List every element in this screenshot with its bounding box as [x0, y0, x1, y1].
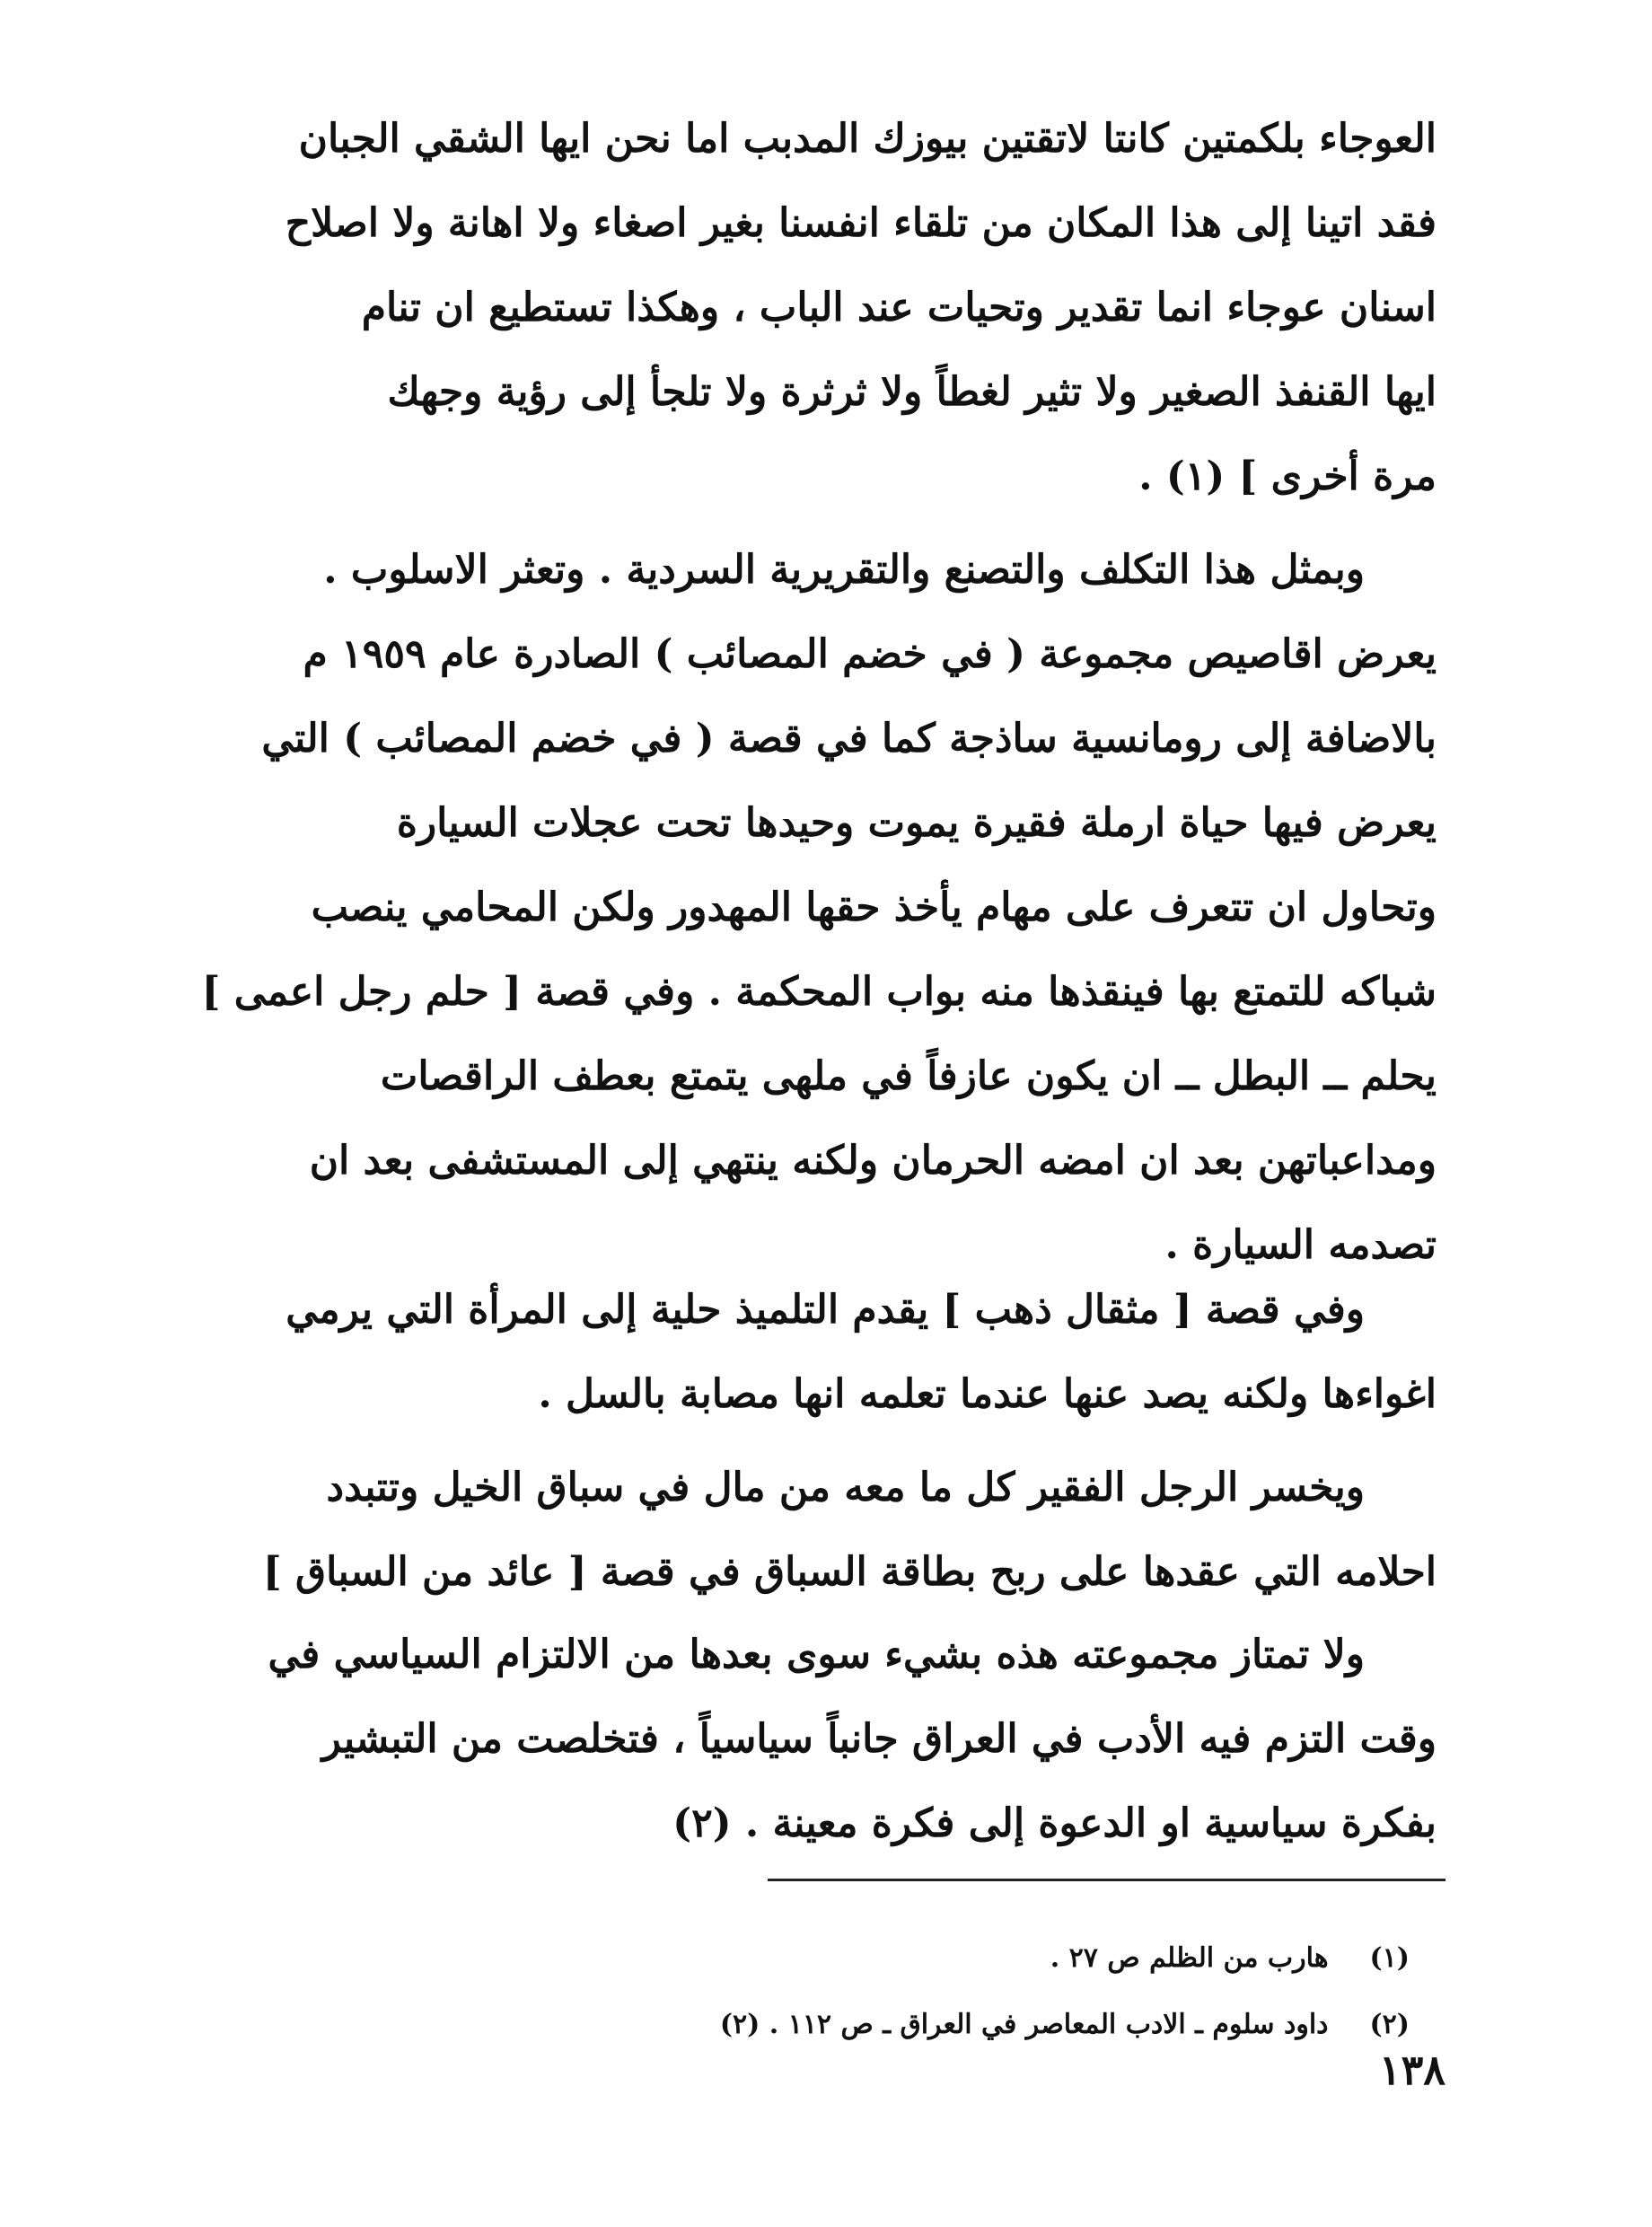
text-line: ولا تمتاز مجموعته هذه بشيء سوى بعدها من الالتزام السياسي في: [268, 1632, 1365, 1677]
text-line: احلامه التي عقدها على ربح بطاقة السباق في قصة [ عائد من السباق ]: [262, 1549, 1437, 1595]
text-line: يعرض اقاصيص مجموعة ( في خضم المصائب ) الصادرة عام ١٩٥٩ م: [303, 631, 1437, 677]
paragraph-political-commitment: [224, 1613, 1437, 1866]
text-line: وبمثل هذا التكلف والتصنع والتقريرية السردية . وتعثر الاسلوب .: [323, 547, 1365, 593]
text-line: ويخسر الرجل الفقير كل ما معه من مال في سباق الخيل وتتبدد: [326, 1465, 1365, 1510]
paragraph-collection-review: [201, 528, 1437, 1288]
footnote-2: [539, 1992, 1410, 2058]
text-line: بفكرة سياسية او الدعوة إلى فكرة معينة . (٢): [672, 1800, 1437, 1846]
text-line: تصدمه السيارة .: [1164, 1222, 1437, 1268]
footnotes: [539, 1925, 1410, 2058]
text-line: وقت التزم فيه الأدب في العراق جانباً سياسياً ، فتخلصت من التبشير: [321, 1716, 1437, 1762]
text-line: فقد اتينا إلى هذا المكان من تلقاء انفسنا بغير اصغاء ولا اهانة ولا اصلاح: [285, 200, 1437, 246]
text-line: وفي قصة [ مثقال ذهب ] يقدم التلميذ حلية إلى المرأة التي يرمي: [286, 1287, 1365, 1333]
text-line: ايها القنفذ الصغير ولا تثير لغطاً ولا ثرثرة ولا تلجأ إلى رؤية وجهك: [387, 369, 1437, 415]
text-line: اغواءها ولكنه يصد عنها عندما تعلمه انها مصابة بالسل .: [538, 1371, 1437, 1417]
text-line: مرة أخرى ] (١) .: [1138, 453, 1437, 499]
text-line: ومداعباتهن بعد ان امضه الحرمان ولكنه ينتهي إلى المستشفى بعد ان: [309, 1138, 1437, 1184]
text-line: وتحاول ان تتعرف على مهام يأخذ حقها المهدور ولكن المحامي ينصب: [311, 885, 1437, 930]
footnote-1: [539, 1925, 1410, 1992]
text-line: يحلم ــ البطل ــ ان يكون عازفاً في ملهى يتمتع بعطف الراقصات: [380, 1053, 1437, 1099]
text-line: اسنان عوجاء انما تقدير وتحيات عند الباب ، وهكذا تستطيع ان تنام: [361, 285, 1437, 330]
footnote-text: داود سلوم ـ الادب المعاصر في العراق ـ ص ١١٢ . (٢): [719, 2009, 1329, 2040]
footnote-number: (١): [1369, 1942, 1410, 1974]
paragraph-race-story: [224, 1446, 1437, 1615]
text-line: شباكه للتمتع بها فينقذها منه بواب المحكمة . وفي قصة [ حلم رجل اعمى ]: [201, 969, 1437, 1015]
text-line: العوجاء بلكمتين كانتا لاتقتين بيوزك المدبب اما نحن ايها الشقي الجبان: [298, 116, 1437, 162]
footnote-text: هارب من الظلم ص ٢٧ .: [1050, 1942, 1329, 1974]
paragraph-quote-ending: [224, 97, 1437, 519]
footnote-number: (٢): [1369, 2009, 1410, 2040]
text-line: يعرض فيها حياة ارملة فقيرة يموت وحيدها تحت عجلات السيارة: [396, 800, 1437, 846]
text-line: بالاضافة إلى رومانسية ساذجة كما في قصة ( في خضم المصائب ) التي: [261, 716, 1437, 761]
footnote-divider: [768, 1879, 1446, 1881]
paragraph-gold-story: [224, 1268, 1437, 1437]
page-number: ١٣٨: [1378, 2046, 1446, 2094]
